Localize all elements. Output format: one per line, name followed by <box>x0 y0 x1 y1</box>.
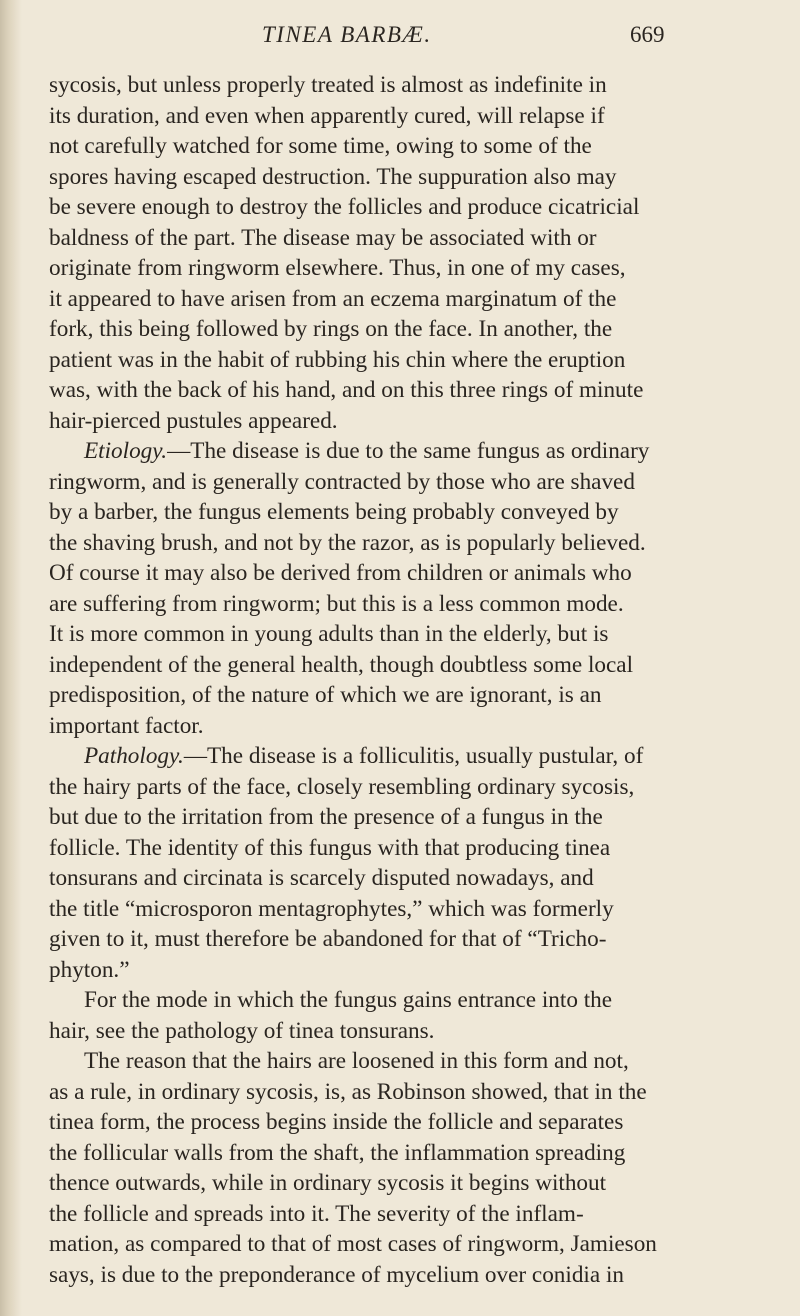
text-line: fork, this being followed by rings on the face. In another, the <box>49 316 613 342</box>
text-line: sycosis, but unless properly treated is almost as indefinite in <box>49 72 607 98</box>
page-number: 669 <box>630 22 665 47</box>
text-line: it appeared to have arisen from an eczema marginatum of the <box>49 285 617 312</box>
text-line: the follicular walls from the shaft, the inflammation spreading <box>49 1139 626 1166</box>
text-line: baldness of the part. The disease may be associated with or <box>49 224 597 251</box>
page-edge-shadow <box>0 0 22 1316</box>
text-line: tinea form, the process begins inside the follicle and separates <box>49 1109 624 1135</box>
text-line: mation, as compared to that of most cases of ringworm, Jamieson <box>49 1231 657 1257</box>
pathology-heading: Pathology. <box>84 743 184 769</box>
text-line: independent of the general health, though doubtless some local <box>49 651 634 678</box>
text-line: the title “microsporon mentagrophytes,” which was formerly <box>49 895 614 922</box>
text-line: are suffering from ringworm; but this is a less common mode. <box>49 590 624 617</box>
text-line: important factor. <box>49 712 204 739</box>
etiology-heading: Etiology. <box>84 438 168 464</box>
text-line: its duration, and even when apparently cured, will relapse if <box>49 102 605 129</box>
text-line: thence outwards, while in ordinary sycosis it begins without <box>49 1170 607 1196</box>
text-line: For the mode in which the fungus gains entrance into the <box>84 987 613 1013</box>
text-line: was, with the back of his hand, and on this three rings of minute <box>49 377 644 403</box>
text-line: originate from ringworm elsewhere. Thus, in one of my cases, <box>49 255 626 281</box>
text-line: given to it, must therefore be abandoned for that of “Tricho- <box>49 926 607 952</box>
text-line: the follicle and spreads into it. The severity of the inflam- <box>49 1200 584 1227</box>
text-line: It is more common in young adults than in the elderly, but is <box>49 621 609 647</box>
etiology-text: —The disease is due to the same fungus as ordinary <box>167 438 650 464</box>
text-line: hair, see the pathology of tinea tonsurans. <box>49 1017 435 1044</box>
text-line-pathology <box>84 741 644 771</box>
text-line: be severe enough to destroy the follicles and produce cicatricial <box>49 194 640 220</box>
running-head: TINEA BARBÆ. <box>262 22 432 47</box>
text-line: phyton.” <box>49 956 130 983</box>
page-header <box>0 14 800 54</box>
text-line: ringworm, and is generally contracted by those who are shaved <box>49 468 635 495</box>
text-line: spores having escaped destruction. The suppuration also may <box>49 163 617 190</box>
text-line: predisposition, of the nature of which we are ignorant, is an <box>49 682 602 708</box>
text-line: The reason that the hairs are loosened in this form and not, <box>84 1048 629 1074</box>
pathology-text: —The disease is a folliculitis, usually pustular, of <box>183 743 644 769</box>
text-line: by a barber, the fungus elements being probably conveyed by <box>49 499 619 525</box>
text-line: follicle. The identity of this fungus with that producing tinea <box>49 834 611 861</box>
text-line: patient was in the habit of rubbing his chin where the eruption <box>49 346 626 373</box>
text-line: hair-pierced pustules appeared. <box>49 407 338 434</box>
text-line: but due to the irritation from the presence of a fungus in the <box>49 804 603 830</box>
text-line: tonsurans and circinata is scarcely disputed nowadays, and <box>49 865 594 891</box>
text-line: Of course it may also be derived from children or animals who <box>49 560 632 586</box>
text-line: as a rule, in ordinary sycosis, is, as Robinson showed, that in the <box>49 1078 647 1105</box>
text-line: the hairy parts of the face, closely resembling ordinary sycosis, <box>49 773 635 800</box>
text-line: says, is due to the preponderance of mycelium over conidia in <box>49 1261 625 1288</box>
text-line: the shaving brush, and not by the razor, as is popularly believed. <box>49 529 646 556</box>
text-line: not carefully watched for some time, owing to some of the <box>49 133 592 159</box>
text-line-etiology <box>84 436 650 466</box>
